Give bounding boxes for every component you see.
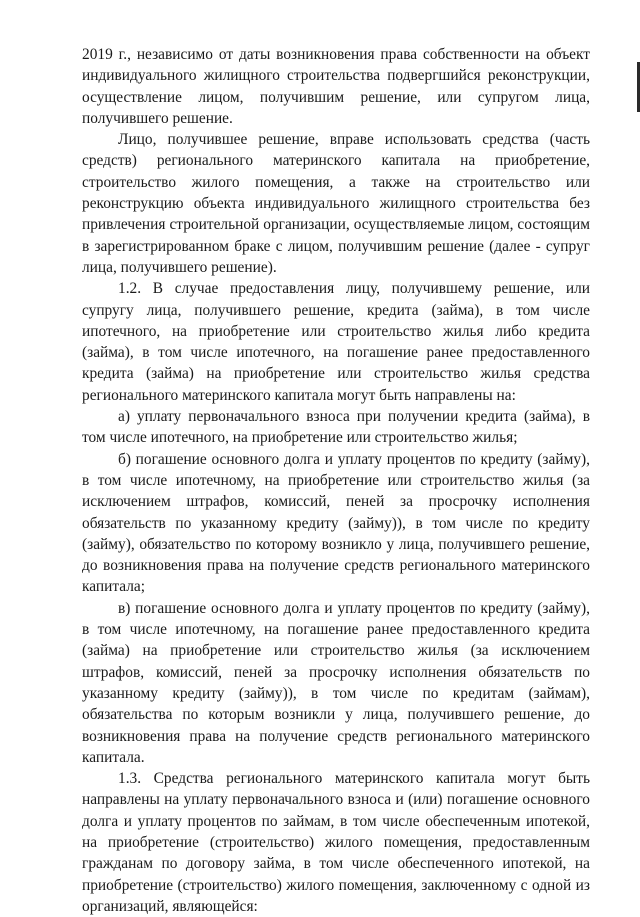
paragraph-continuation: 2019 г., независимо от даты возникновения права собственности на объект индивидуального жилищного строительства подвергшийся реконструкции, осуществление лицом, получившим решение, или супругом лица, получившего решение. <box>82 46 590 127</box>
paragraph-item-v: в) погашение основного долга и уплату процентов по кредиту (займу), в том числе ипотечному, на погашение ранее предоставленного кредита (займа) на приобретение или строительство жилья (за исключением штрафов, комиссий, пеней за просрочку исполнения обязательств по указанному кредиту (займу)), в том числе по кредитам (займам), обязательства по которым возникли у лица, получившего решение, до возникновения права на получение средств регионального материнского капитала. <box>82 599 590 766</box>
paragraph-1-2: 1.2. В случае предоставления лицу, получившему решение, или супругу лица, получившего решение, кредита (займа), в том числе ипотечного, на приобретение или строительство жилья либо кредита (займа), в том числе ипотечного, на погашение ранее предоставленного кредита (займа) на приобретение или строительство жилья средства регионального материнского капитала могут быть направлены на: <box>82 280 590 404</box>
paragraph-spouse-rights: Лицо, получившее решение, вправе использовать средства (часть средств) регионального материнского капитала на приобретение, строительство жилого помещения, а также на строительство или реконструкцию объекта индивидуального жилищного строительства без привлечения строительной организации, осуществляемые лицом, состоящим в зарегистрированном браке с лицом, получившим решение (далее - супруг лица, получившего решение). <box>82 131 590 276</box>
document-body <box>82 44 590 917</box>
paragraph-1-3: 1.3. Средства регионального материнского капитала могут быть направлены на уплату первоначального взноса и (или) погашение основного долга и уплату процентов по займам, в том числе обеспеченным ипотекой, на приобретение (строительство) жилого помещения, предоставленным гражданам по договору займа, в том числе обеспеченного ипотекой, на приобретение (строительство) жилого помещения, заключенному с одной из организаций, являющейся: <box>82 770 590 915</box>
paragraph-item-a: а) уплату первоначального взноса при получении кредита (займа), в том числе ипотечного, на приобретение или строительство жилья; <box>82 408 590 447</box>
paragraph-item-b: б) погашение основного долга и уплату процентов по кредиту (займу), в том числе ипотечному, на приобретение или строительство жилья (за исключением штрафов, комиссий, пеней за просрочку исполнения обязательств по указанному кредиту (займу)), в том числе по кредиту (займу), обязательство по которому возникло у лица, получившего решение, до возникновения права на получение средств регионального материнского капитала; <box>82 450 590 596</box>
